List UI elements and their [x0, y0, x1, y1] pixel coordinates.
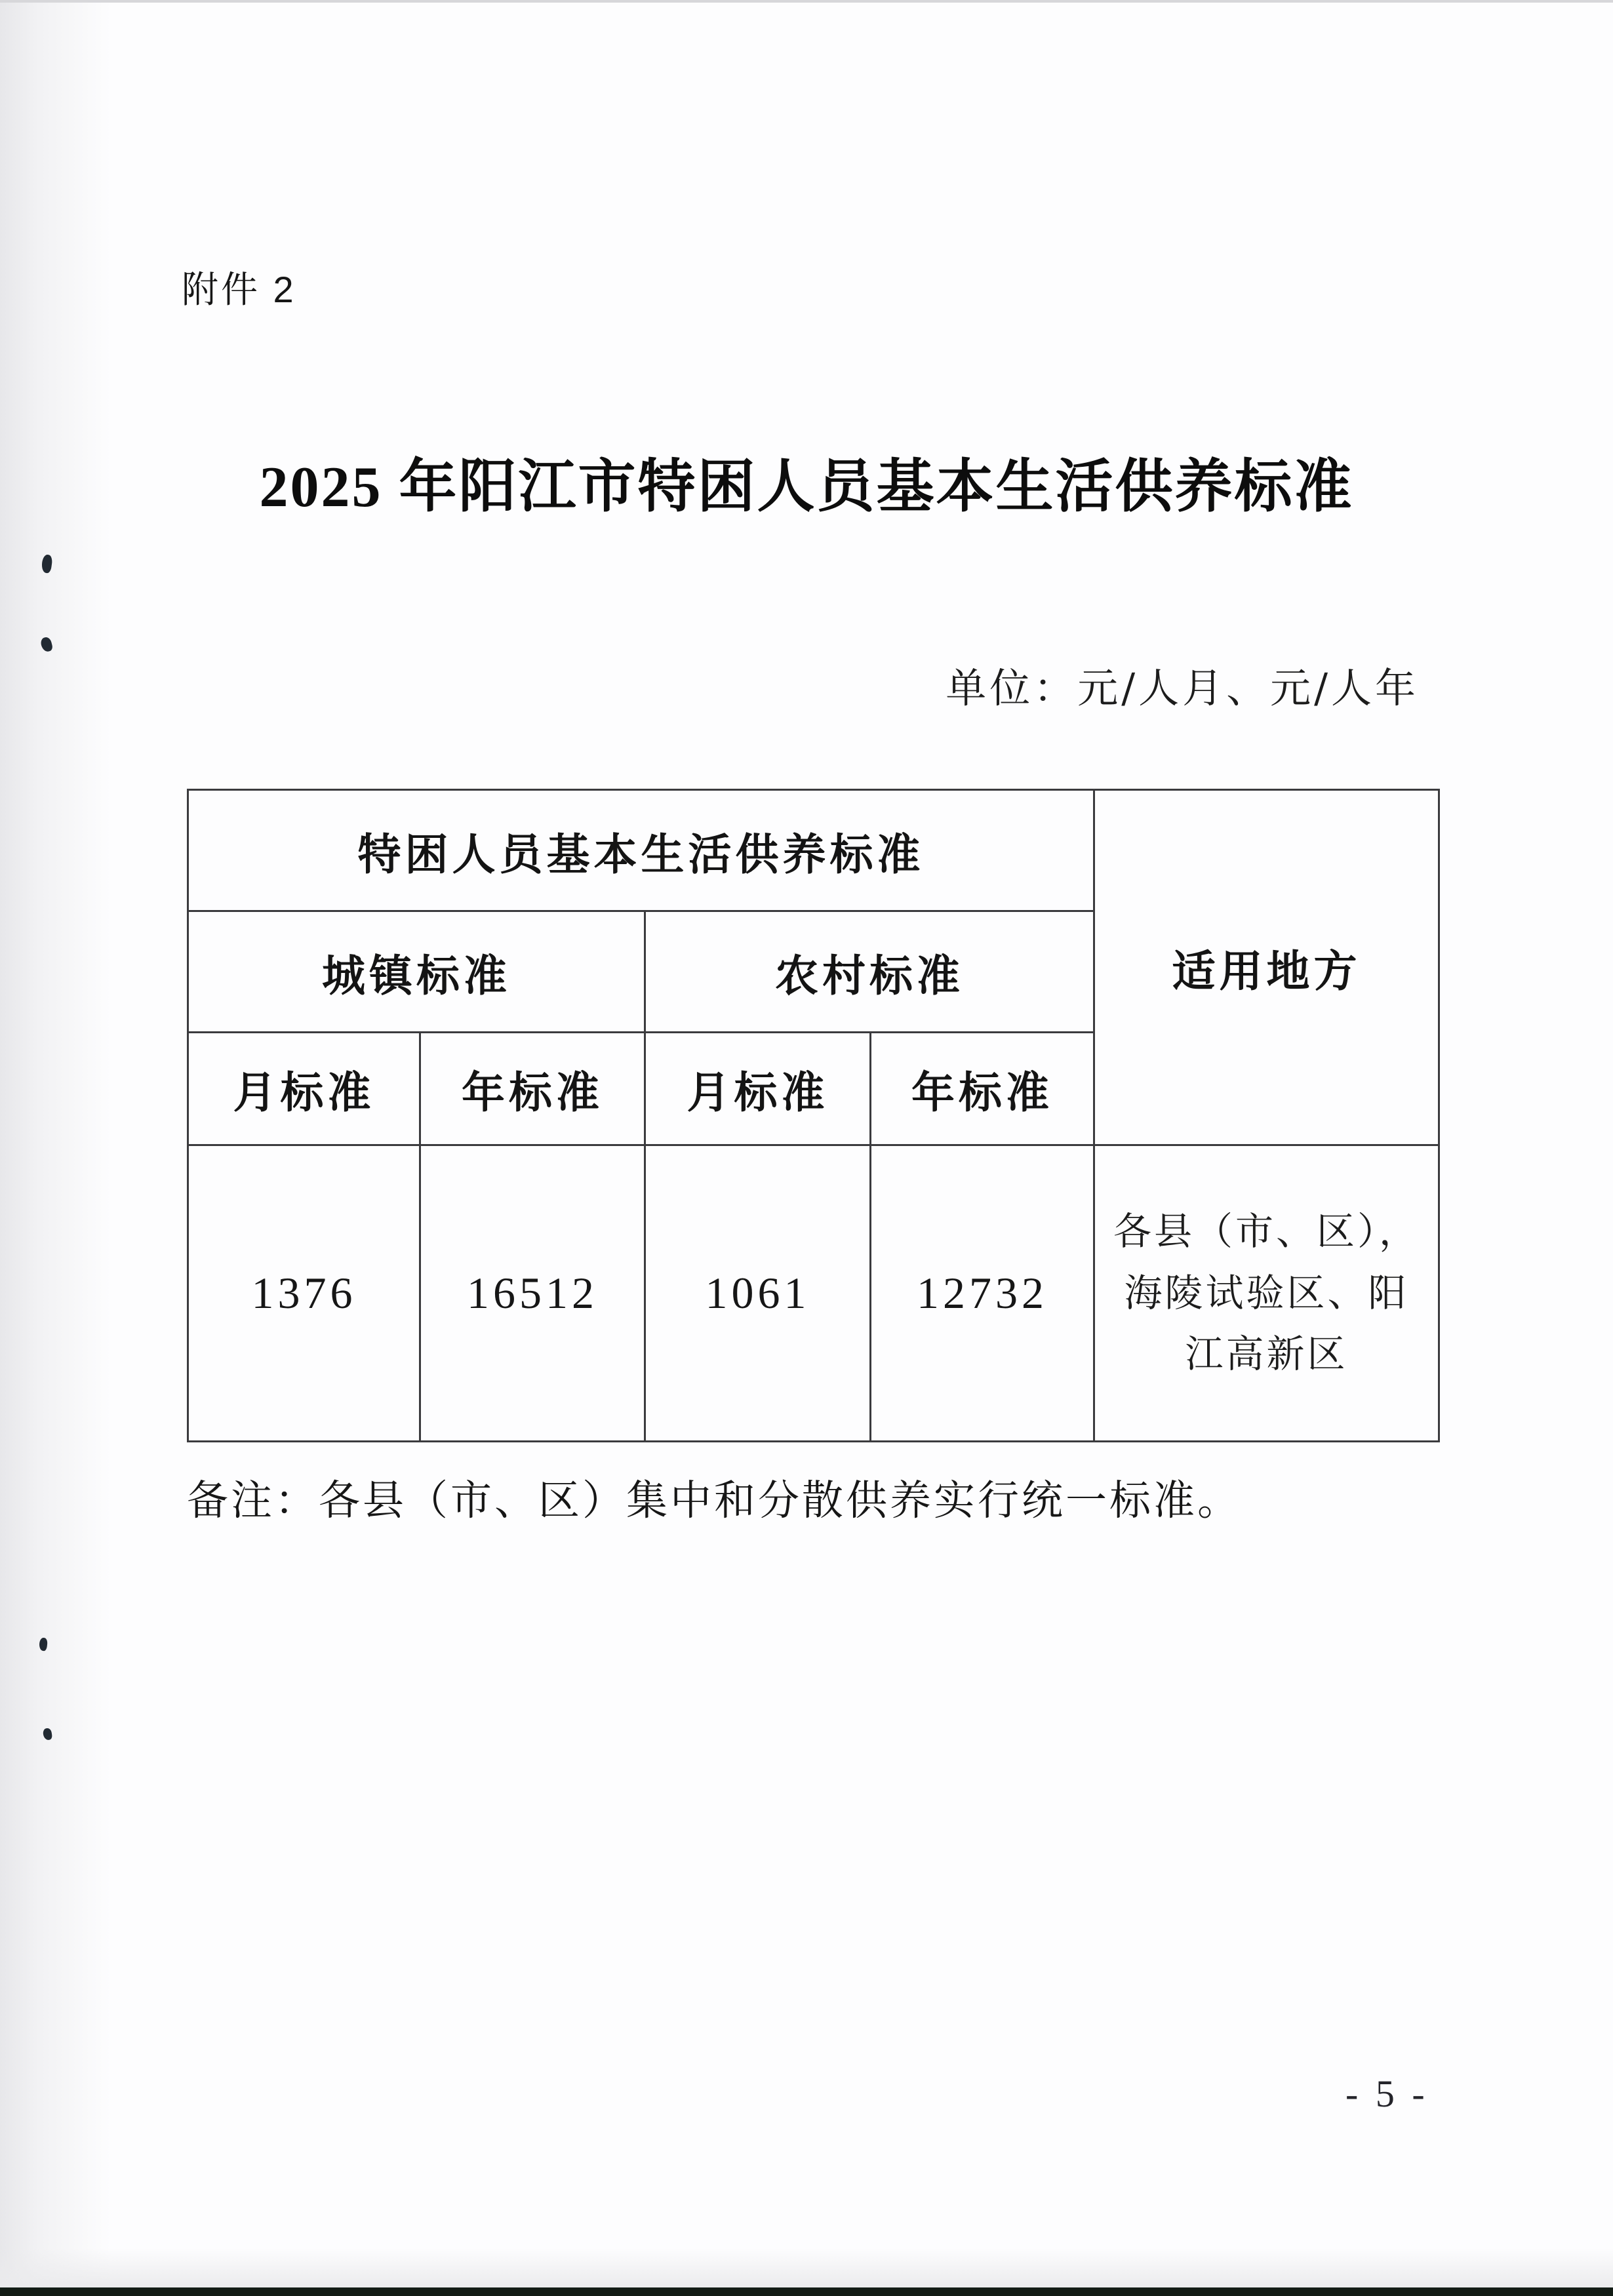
rural-standard-header-cell: 农村标准 [645, 911, 1094, 1033]
applicable-region-line: 海陵试验区、阳 [1124, 1270, 1409, 1315]
scan-bottom-shadow [0, 2248, 1613, 2287]
applicable-region-line: 江高新区 [1185, 1332, 1348, 1377]
header-group-cell: 特困人员基本生活供养标准 [188, 790, 1094, 911]
standards-table [187, 789, 1440, 1442]
remark-note: 备注：各县（市、区）集中和分散供养实行统一标准。 [187, 1476, 1241, 1524]
page-number: - 5 - [1345, 2072, 1429, 2115]
attachment-label: 附件 2 [182, 269, 296, 310]
urban-annual-header-cell: 年标准 [420, 1033, 645, 1145]
table-row-values [188, 1145, 1439, 1442]
document-title: 2025 年阳江市特困人员基本生活供养标准 [259, 456, 1354, 519]
rural-monthly-value-cell: 1061 [645, 1145, 871, 1442]
scan-left-edge-shading [0, 0, 111, 2296]
scan-top-edge-line [0, 0, 1613, 3]
applicable-region-line: 各县（市、区）， [1113, 1208, 1420, 1254]
applicable-region-cell [1094, 1145, 1439, 1442]
unit-note: 单位：元/人月、元/人年 [946, 664, 1419, 712]
urban-standard-header-cell: 城镇标准 [188, 911, 645, 1033]
rural-annual-value-cell: 12732 [871, 1145, 1094, 1442]
urban-annual-value-cell: 16512 [420, 1145, 645, 1442]
scan-bottom-strip [0, 2287, 1613, 2296]
region-header-cell: 适用地方 [1094, 790, 1439, 1145]
urban-monthly-value-cell: 1376 [188, 1145, 420, 1442]
urban-monthly-header-cell: 月标准 [188, 1033, 420, 1145]
rural-annual-header-cell: 年标准 [871, 1033, 1094, 1145]
table-row-header-group [188, 790, 1439, 911]
rural-monthly-header-cell: 月标准 [645, 1033, 871, 1145]
